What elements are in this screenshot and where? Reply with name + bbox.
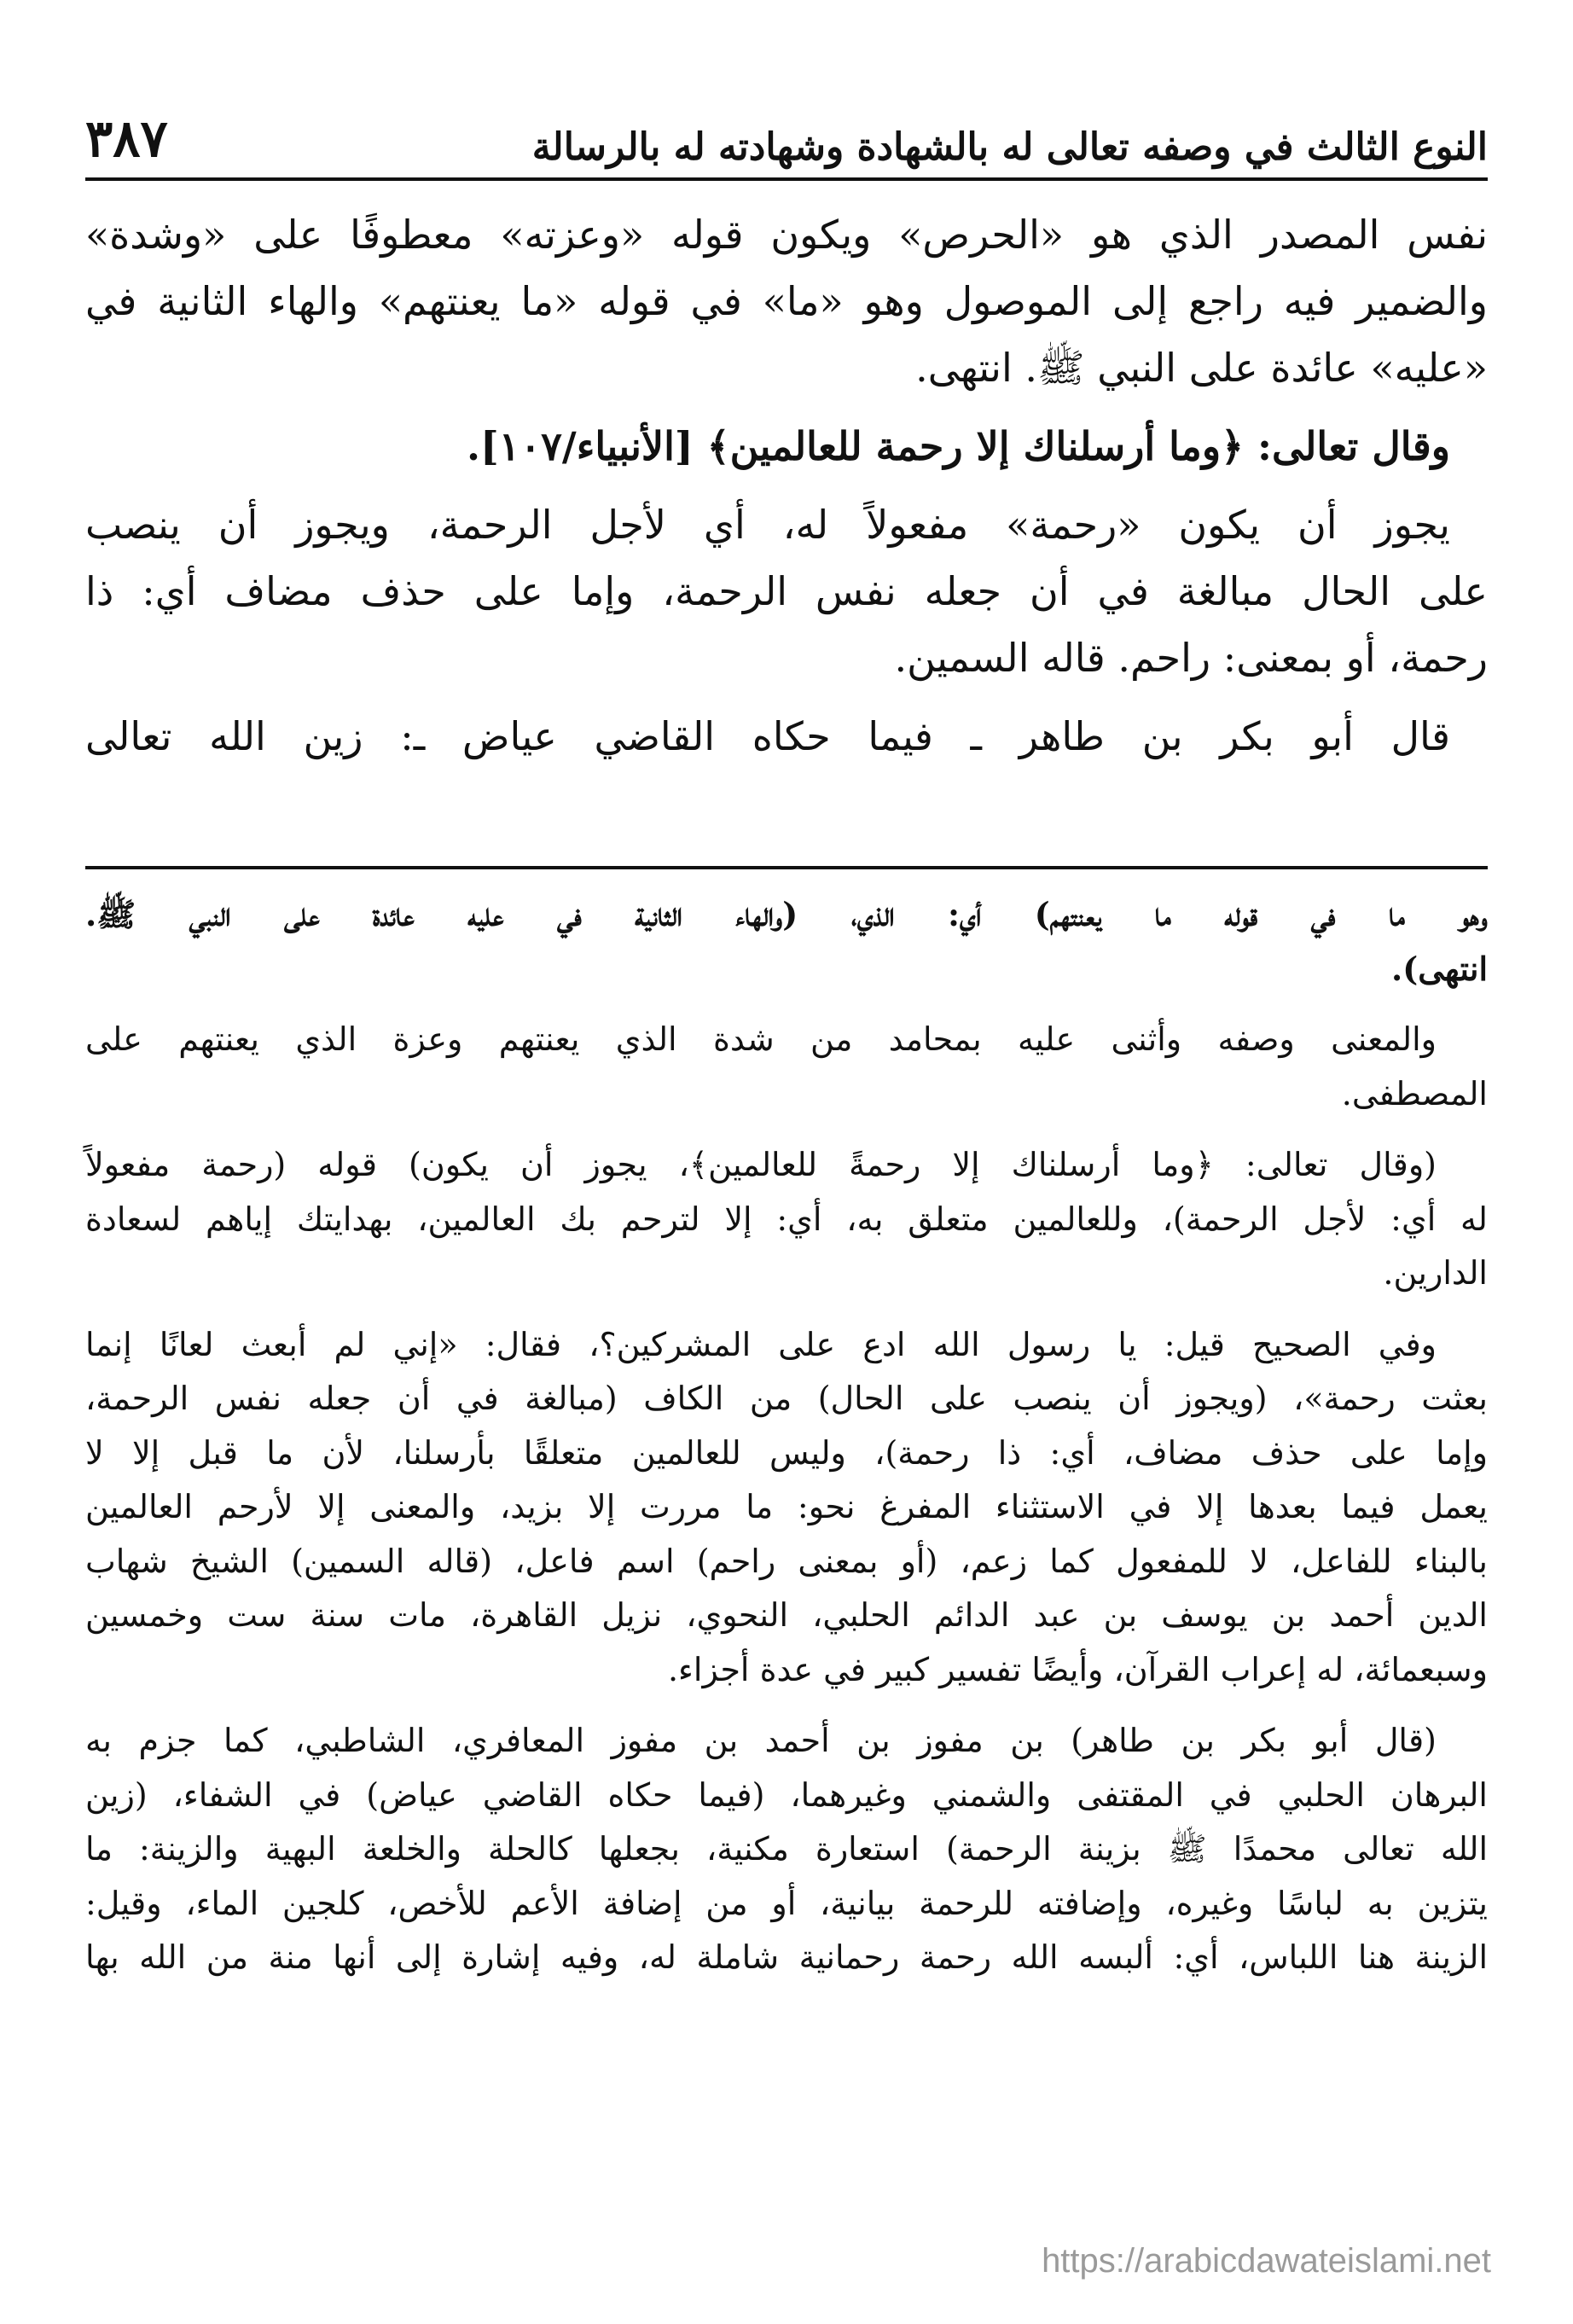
main-paragraph-4 <box>85 703 1488 770</box>
note-paragraph-3 <box>85 1138 1488 1301</box>
note-paragraph-2 <box>85 1013 1488 1121</box>
note-line: له أي: لأجل الرحمة)، وللعالمين متعلق به، أي: إلا لترحم بك العالمين، بهدايتك إياهم لسعادة <box>85 1200 1488 1238</box>
note-line: يتزين به لباسًا وغيره، وإضافته للرحمة بيانية، أو من إضافة الأعم للأخص، كلجين الماء، وقيل: <box>85 1884 1488 1922</box>
quran-verse-line: وقال تعالى: ﴿وما أرسلناك إلا رحمة للعالمين﴾ [الأنبياء/١٠٧]. <box>466 423 1450 469</box>
note-line: البرهان الحلبي في المقتفى والشمني وغيرهما، (فيما حكاه القاضي عياض) في الشفاء، (زين <box>85 1775 1488 1814</box>
note-paragraph-1 <box>85 887 1488 996</box>
note-line: انتهى). <box>1391 949 1488 988</box>
note-line: بالبناء للفاعل، لا للمفعول كما زعم، (أو بمعنى راحم) اسم فاعل، (قاله السمين) الشيخ شهاب <box>85 1542 1488 1580</box>
note-line: وفي الصحيح قيل: يا رسول الله ادع على المشركين؟، فقال: «إني لم أبعث لعانًا إنما <box>85 1325 1437 1363</box>
watermark-url: https://arabicdawateislami.net <box>1042 2242 1491 2280</box>
main-text <box>85 201 1488 781</box>
note-line: بعثت رحمة»، (ويجوز أن ينصب على الحال) من الكاف (مبالغة في أن جعله نفس الرحمة، <box>85 1380 1488 1417</box>
note-line: وسبعمائة، له إعراب القرآن، وأيضًا تفسير كبير في عدة أجزاء. <box>667 1650 1488 1688</box>
note-line: وإما على حذف مضاف، أي: ذا رحمة)، وليس للعالمين متعلقًا بأرسلنا، لأن ما قبل إلا لا <box>85 1433 1488 1472</box>
page-number: ٣٨٧ <box>85 109 168 169</box>
commentary-notes <box>85 887 1488 2002</box>
text-line: على الحال مبالغة في أن جعله نفس الرحمة، وإما على حذف مضاف أي: ذا <box>85 568 1488 614</box>
note-line: الدين أحمد بن يوسف بن عبد الدائم الحلبي، النحوي، نزيل القاهرة، مات سنة ست وخمسين <box>85 1596 1488 1634</box>
main-paragraph-3 <box>85 491 1488 691</box>
note-line: (قال أبو بكر بن طاهر) بن مفوز بن أحمد بن مفوز المعافري، الشاطبي، كما جزم به <box>85 1722 1437 1759</box>
note-line: والمعنى وصفه وأثنى عليه بمحامد من شدة الذي يعنتهم وعزة الذي يعنتهم على <box>85 1020 1437 1058</box>
note-line: الزينة هنا اللباس، أي: ألبسه الله رحمة رحمانية شاملة له، وفيه إشارة إلى أنها منة من الله بها <box>85 1938 1488 1976</box>
header-divider <box>85 177 1488 181</box>
text-line: يجوز أن يكون «رحمة» مفعولاً له، أي لأجل الرحمة، ويجوز أن ينصب <box>85 502 1450 548</box>
note-line: الدارين. <box>1383 1254 1488 1292</box>
running-head: النوع الثالث في وصفه تعالى له بالشهادة وشهادته له بالرسالة <box>531 125 1488 169</box>
note-line: يعمل فيما بعدها إلا في الاستثناء المفرغ نحو: ما مررت إلا بزيد، والمعنى إلا لأرحم العالمين <box>85 1488 1488 1525</box>
page-header <box>85 101 1488 169</box>
note-line: وهو ما في قوله ما يعنتهم) أي: الذي، (والهاء الثانية في عليه عائدة على النبي ﷺ. <box>85 895 1488 933</box>
note-paragraph-4 <box>85 1318 1488 1698</box>
main-paragraph-1 <box>85 201 1488 401</box>
text-line: قال أبو بكر بن طاهر ـ فيما حكاه القاضي عياض ـ: زين الله تعالى <box>85 713 1450 759</box>
text-line: رحمة، أو بمعنى: راحم. قاله السمين. <box>894 635 1488 681</box>
note-line: المصطفى. <box>1341 1074 1488 1113</box>
text-line: نفس المصدر الذي هو «الحرص» ويكون قوله «وعزته» معطوفًا على «وشدة» <box>85 212 1488 258</box>
text-line: «عليه» عائدة على النبي ﷺ. انتهى. <box>915 345 1488 391</box>
text-line: والضمير فيه راجع إلى الموصول وهو «ما» في قوله «ما يعنتهم» والهاء الثانية في <box>85 278 1488 324</box>
note-paragraph-5 <box>85 1714 1488 1985</box>
footnote-divider <box>85 866 1488 869</box>
note-line: (وقال تعالى: ﴿وما أرسلناك إلا رحمةً للعالمين﴾، يجوز أن يكون) قوله (رحمة مفعولاً <box>85 1146 1437 1183</box>
note-line: الله تعالى محمدًا ﷺ بزينة الرحمة) استعارة مكنية، بجعلها كالحلة والخلعة البهية والزينة: ما <box>85 1830 1488 1868</box>
main-paragraph-2 <box>85 413 1488 479</box>
